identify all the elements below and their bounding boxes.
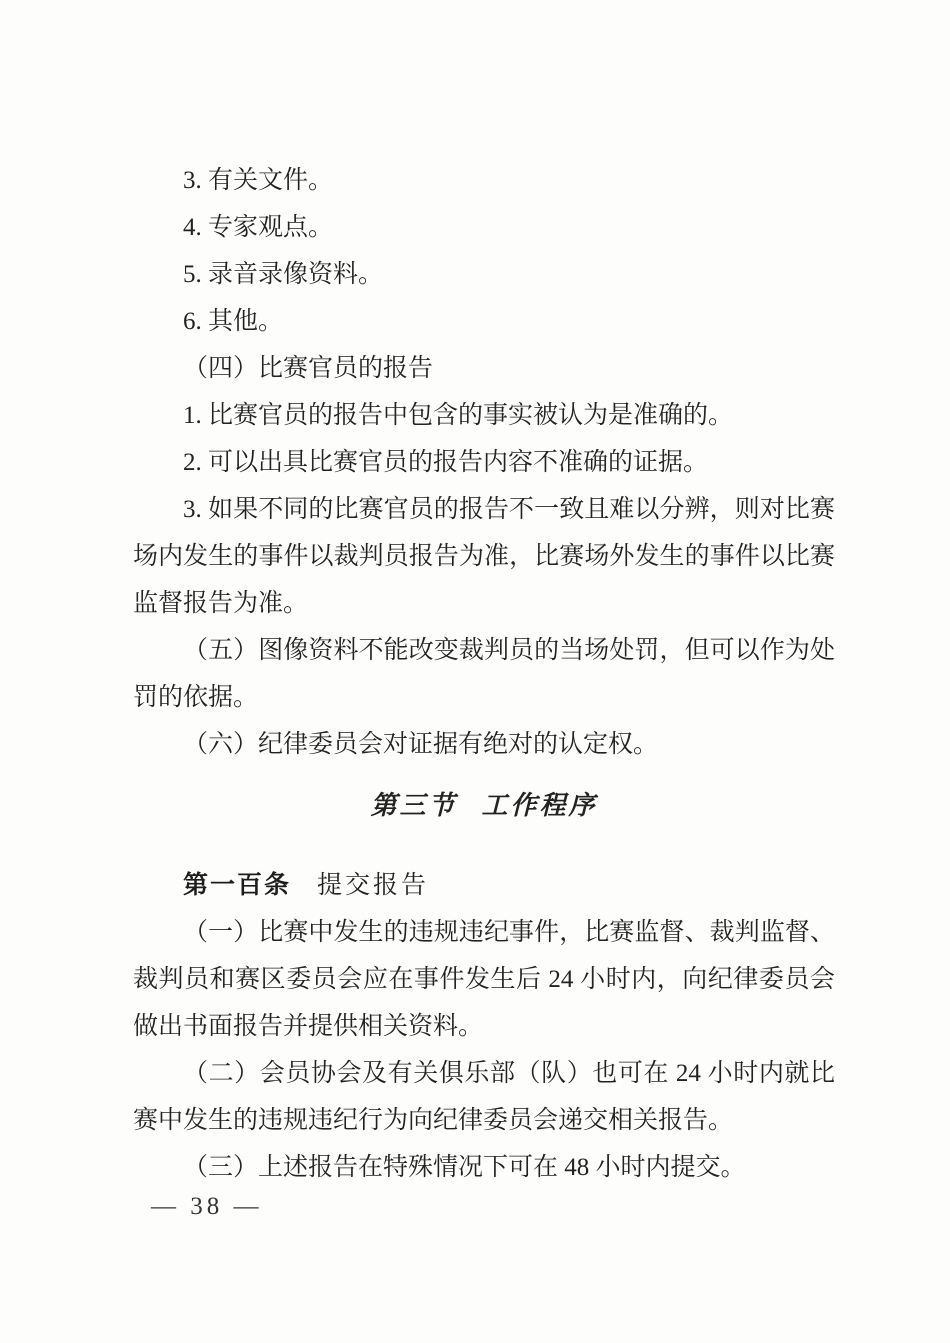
clause-4-item-3: 3. 如果不同的比赛官员的报告不一致且难以分辨，则对比赛场内发生的事件以裁判员报告为准，比赛场外发生的事件以比赛监督报告为准。 <box>133 496 835 617</box>
evidence-list-item-6: 6. 其他。 <box>183 308 284 335</box>
evidence-list-item-5: 5. 录音录像资料。 <box>183 261 384 288</box>
page-number: — 38 — <box>151 1193 263 1220</box>
article-100-heading <box>133 862 835 909</box>
evidence-list-item-4: 4. 专家观点。 <box>183 214 334 241</box>
article-100-clause-2: （二）会员协会及有关俱乐部（队）也可在 24 小时内就比赛中发生的违规违纪行为向纪律委员会递交相关报告。 <box>133 1060 835 1134</box>
clause-4-item-1: 1. 比赛官员的报告中包含的事实被认为是准确的。 <box>183 402 734 429</box>
article-100-clause-3: （三）上述报告在特殊情况下可在 48 小时内提交。 <box>183 1154 746 1181</box>
clause-4-item-2: 2. 可以出具比赛官员的报告内容不准确的证据。 <box>183 449 709 476</box>
document-content <box>133 157 835 1191</box>
section-number: 第三节 <box>370 791 458 820</box>
article-number: 第一百条 <box>183 871 292 899</box>
article-title: 提交报告 <box>317 872 430 899</box>
clause-5: （五）图像资料不能改变裁判员的当场处罚，但可以作为处罚的依据。 <box>133 637 835 711</box>
clause-6: （六）纪律委员会对证据有绝对的认定权。 <box>183 731 659 758</box>
clause-4-heading: （四）比赛官员的报告 <box>183 355 434 382</box>
article-100-clause-1: （一）比赛中发生的违规违纪事件，比赛监督、裁判监督、裁判员和赛区委员会应在事件发生后 24 小时内，向纪律委员会做出书面报告并提供相关资料。 <box>133 919 835 1040</box>
evidence-list-item-3: 3. 有关文件。 <box>183 167 334 194</box>
section-heading <box>133 782 835 830</box>
section-title: 工作程序 <box>481 791 598 820</box>
